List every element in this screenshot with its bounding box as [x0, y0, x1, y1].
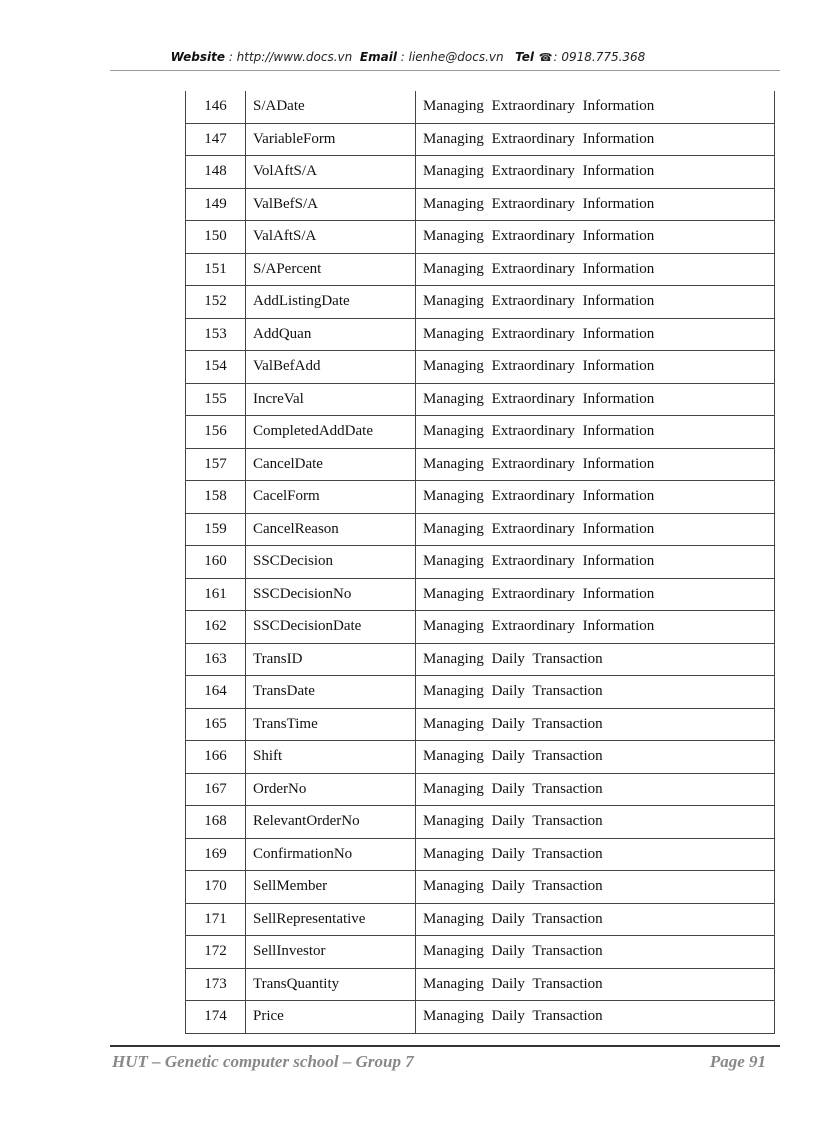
- table-row: [186, 1001, 775, 1034]
- table-body: [186, 91, 775, 1033]
- field-category: Managing Daily Transaction: [416, 773, 775, 806]
- field-name: AddListingDate: [246, 286, 416, 319]
- table-row: [186, 578, 775, 611]
- field-category: Managing Extraordinary Information: [416, 188, 775, 221]
- table-row: [186, 513, 775, 546]
- field-category: Managing Extraordinary Information: [416, 221, 775, 254]
- footer-divider: [110, 1045, 780, 1047]
- field-category: Managing Daily Transaction: [416, 741, 775, 774]
- field-category: Managing Daily Transaction: [416, 936, 775, 969]
- table-row: [186, 123, 775, 156]
- field-category: Managing Extraordinary Information: [416, 481, 775, 514]
- row-number: 164: [186, 676, 246, 709]
- table-row: [186, 968, 775, 1001]
- table-row: [186, 351, 775, 384]
- field-category: Managing Daily Transaction: [416, 871, 775, 904]
- row-number: 146: [186, 91, 246, 123]
- field-category: Managing Extraordinary Information: [416, 91, 775, 123]
- row-number: 160: [186, 546, 246, 579]
- row-number: 151: [186, 253, 246, 286]
- table-row: [186, 838, 775, 871]
- row-number: 148: [186, 156, 246, 189]
- field-name: CancelReason: [246, 513, 416, 546]
- table-row: [186, 936, 775, 969]
- field-name: TransDate: [246, 676, 416, 709]
- data-table: [185, 91, 775, 1034]
- row-number: 172: [186, 936, 246, 969]
- field-category: Managing Daily Transaction: [416, 968, 775, 1001]
- field-category: Managing Extraordinary Information: [416, 448, 775, 481]
- phone-icon: ☎: [538, 51, 553, 64]
- field-category: Managing Extraordinary Information: [416, 383, 775, 416]
- field-name: CompletedAddDate: [246, 416, 416, 449]
- field-name: CacelForm: [246, 481, 416, 514]
- field-category: Managing Daily Transaction: [416, 676, 775, 709]
- field-name: RelevantOrderNo: [246, 806, 416, 839]
- field-category: Managing Daily Transaction: [416, 708, 775, 741]
- field-name: ValBefAdd: [246, 351, 416, 384]
- field-name: ConfirmationNo: [246, 838, 416, 871]
- field-name: SSCDecisionNo: [246, 578, 416, 611]
- field-category: Managing Extraordinary Information: [416, 546, 775, 579]
- row-number: 161: [186, 578, 246, 611]
- field-category: Managing Extraordinary Information: [416, 578, 775, 611]
- row-number: 174: [186, 1001, 246, 1034]
- field-category: Managing Daily Transaction: [416, 903, 775, 936]
- row-number: 170: [186, 871, 246, 904]
- table-row: [186, 221, 775, 254]
- row-number: 154: [186, 351, 246, 384]
- row-number: 149: [186, 188, 246, 221]
- table-row: [186, 318, 775, 351]
- table-row: [186, 773, 775, 806]
- field-name: S/ADate: [246, 91, 416, 123]
- field-category: Managing Daily Transaction: [416, 838, 775, 871]
- table-row: [186, 903, 775, 936]
- table-row: [186, 676, 775, 709]
- field-name: ValBefS/A: [246, 188, 416, 221]
- field-name: SSCDecisionDate: [246, 611, 416, 644]
- tel-label: Tel: [515, 50, 534, 64]
- field-category: Managing Daily Transaction: [416, 1001, 775, 1034]
- row-number: 156: [186, 416, 246, 449]
- field-name: VariableForm: [246, 123, 416, 156]
- table-row: [186, 188, 775, 221]
- field-category: Managing Extraordinary Information: [416, 513, 775, 546]
- field-name: SellMember: [246, 871, 416, 904]
- field-category: Managing Extraordinary Information: [416, 416, 775, 449]
- row-number: 158: [186, 481, 246, 514]
- email-value: : lienhe@docs.vn: [400, 50, 504, 64]
- row-number: 159: [186, 513, 246, 546]
- table-row: [186, 741, 775, 774]
- table-row: [186, 253, 775, 286]
- row-number: 150: [186, 221, 246, 254]
- table-row: [186, 611, 775, 644]
- table-row: [186, 708, 775, 741]
- field-name: TransID: [246, 643, 416, 676]
- field-category: Managing Extraordinary Information: [416, 318, 775, 351]
- field-name: S/APercent: [246, 253, 416, 286]
- field-name: AddQuan: [246, 318, 416, 351]
- header-divider: [110, 70, 780, 71]
- row-number: 153: [186, 318, 246, 351]
- table-row: [186, 416, 775, 449]
- website-value: : http://www.docs.vn: [228, 50, 353, 64]
- row-number: 162: [186, 611, 246, 644]
- field-name: Shift: [246, 741, 416, 774]
- row-number: 152: [186, 286, 246, 319]
- field-name: SellRepresentative: [246, 903, 416, 936]
- row-number: 163: [186, 643, 246, 676]
- field-name: IncreVal: [246, 383, 416, 416]
- table-row: [186, 448, 775, 481]
- field-category: Managing Extraordinary Information: [416, 351, 775, 384]
- field-category: Managing Daily Transaction: [416, 643, 775, 676]
- row-number: 157: [186, 448, 246, 481]
- website-label: Website: [170, 50, 225, 64]
- field-name: VolAftS/A: [246, 156, 416, 189]
- table-row: [186, 383, 775, 416]
- field-name: Price: [246, 1001, 416, 1034]
- row-number: 171: [186, 903, 246, 936]
- field-category: Managing Daily Transaction: [416, 806, 775, 839]
- field-category: Managing Extraordinary Information: [416, 156, 775, 189]
- row-number: 167: [186, 773, 246, 806]
- field-name: SellInvestor: [246, 936, 416, 969]
- field-name: TransQuantity: [246, 968, 416, 1001]
- field-name: CancelDate: [246, 448, 416, 481]
- field-name: ValAftS/A: [246, 221, 416, 254]
- field-name: TransTime: [246, 708, 416, 741]
- table-row: [186, 481, 775, 514]
- table-row: [186, 806, 775, 839]
- row-number: 166: [186, 741, 246, 774]
- table-row: [186, 546, 775, 579]
- field-category: Managing Extraordinary Information: [416, 253, 775, 286]
- table-row: [186, 643, 775, 676]
- field-category: Managing Extraordinary Information: [416, 123, 775, 156]
- tel-value: : 0918.775.368: [553, 50, 646, 64]
- row-number: 169: [186, 838, 246, 871]
- row-number: 147: [186, 123, 246, 156]
- row-number: 165: [186, 708, 246, 741]
- field-name: OrderNo: [246, 773, 416, 806]
- field-category: Managing Extraordinary Information: [416, 611, 775, 644]
- page-header: [0, 50, 816, 64]
- row-number: 168: [186, 806, 246, 839]
- field-category: Managing Extraordinary Information: [416, 286, 775, 319]
- table-row: [186, 871, 775, 904]
- field-name: SSCDecision: [246, 546, 416, 579]
- footer-title: HUT – Genetic computer school – Group 7: [112, 1052, 414, 1071]
- table-row: [186, 91, 775, 123]
- table-row: [186, 156, 775, 189]
- page-number: Page 91: [709, 1052, 766, 1071]
- row-number: 155: [186, 383, 246, 416]
- email-label: Email: [359, 50, 397, 64]
- row-number: 173: [186, 968, 246, 1001]
- table-row: [186, 286, 775, 319]
